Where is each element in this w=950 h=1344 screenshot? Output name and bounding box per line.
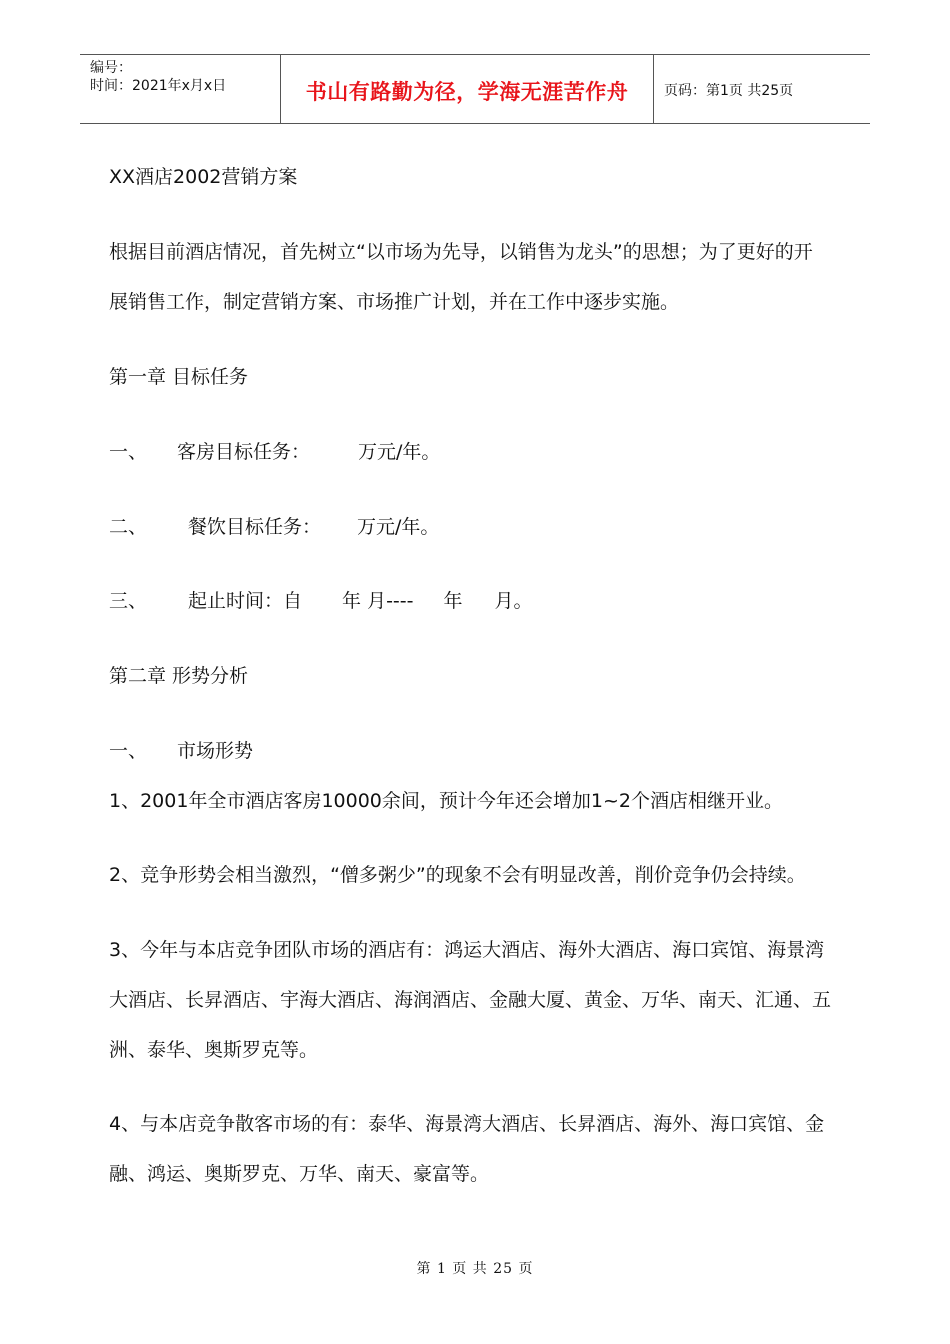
- header-left-cell: [80, 55, 281, 123]
- item-label: 起止时间：自: [188, 590, 303, 612]
- paragraph-1: 1、2001年全市酒店客房10000余间，预计今年还会增加1~2个酒店相继开业。: [109, 790, 783, 812]
- item-number: 三、: [109, 590, 148, 612]
- page-header: [80, 54, 870, 124]
- section-market-heading: [109, 740, 253, 762]
- paragraph-3-line-1: 3、今年与本店竞争团队市场的酒店有：鸿运大酒店、海外大酒店、海口宾馆、海景湾: [109, 939, 825, 961]
- item-number: 一、: [109, 441, 148, 463]
- paragraph-3-line-2: 大酒店、长昇酒店、宇海大酒店、海润酒店、金融大厦、黄金、万华、南天、汇通、五: [109, 989, 832, 1011]
- chapter-2-heading: 第二章 形势分析: [109, 665, 249, 687]
- doc-time-label: 时间：2021年x月x日: [90, 78, 227, 94]
- item-value: 万元/年。: [357, 516, 440, 538]
- doc-number-label: 编号：: [90, 60, 132, 76]
- target-item-rooms: [109, 441, 440, 463]
- item-value: 万元/年。: [358, 441, 441, 463]
- target-item-period: [109, 590, 533, 612]
- item-number: 二、: [109, 516, 148, 538]
- item-label: 餐饮目标任务：: [188, 516, 322, 538]
- chapter-1-heading: 第一章 目标任务: [109, 366, 249, 388]
- intro-line-2: 展销售工作，制定营销方案、市场推广计划，并在工作中逐步实施。: [109, 291, 680, 313]
- header-right-cell: [654, 55, 870, 123]
- period-end-year: 年: [443, 590, 463, 612]
- intro-line-1: 根据目前酒店情况，首先树立“以市场为先导，以销售为龙头”的思想；为了更好的开: [109, 241, 813, 263]
- target-item-dining: [109, 516, 439, 538]
- header-motto: 书山有路勤为径，学海无涯苦作舟: [305, 80, 629, 104]
- page-footer: 第 1 页 共 25 页: [416, 1261, 534, 1277]
- item-label: 客房目标任务：: [177, 441, 311, 463]
- period-end-month: 月。: [494, 590, 533, 612]
- header-page-code: 页码：第1页 共25页: [664, 83, 794, 99]
- paragraph-3-line-3: 洲、泰华、奥斯罗克等。: [109, 1039, 319, 1061]
- doc-title: XX酒店2002营销方案: [109, 166, 298, 188]
- paragraph-2: 2、竞争形势会相当激烈，“僧多粥少”的现象不会有明显改善，削价竞争仍会持续。: [109, 864, 806, 886]
- period-start: 年 月----: [342, 590, 414, 612]
- header-middle-cell: [281, 55, 654, 123]
- paragraph-4-line-1: 4、与本店竞争散客市场的有：泰华、海景湾大酒店、长昇酒店、海外、海口宾馆、金: [109, 1113, 825, 1135]
- section-label: 市场形势: [177, 740, 254, 762]
- section-number: 一、: [109, 740, 148, 762]
- paragraph-4-line-2: 融、鸿运、奥斯罗克、万华、南天、豪富等。: [109, 1163, 490, 1185]
